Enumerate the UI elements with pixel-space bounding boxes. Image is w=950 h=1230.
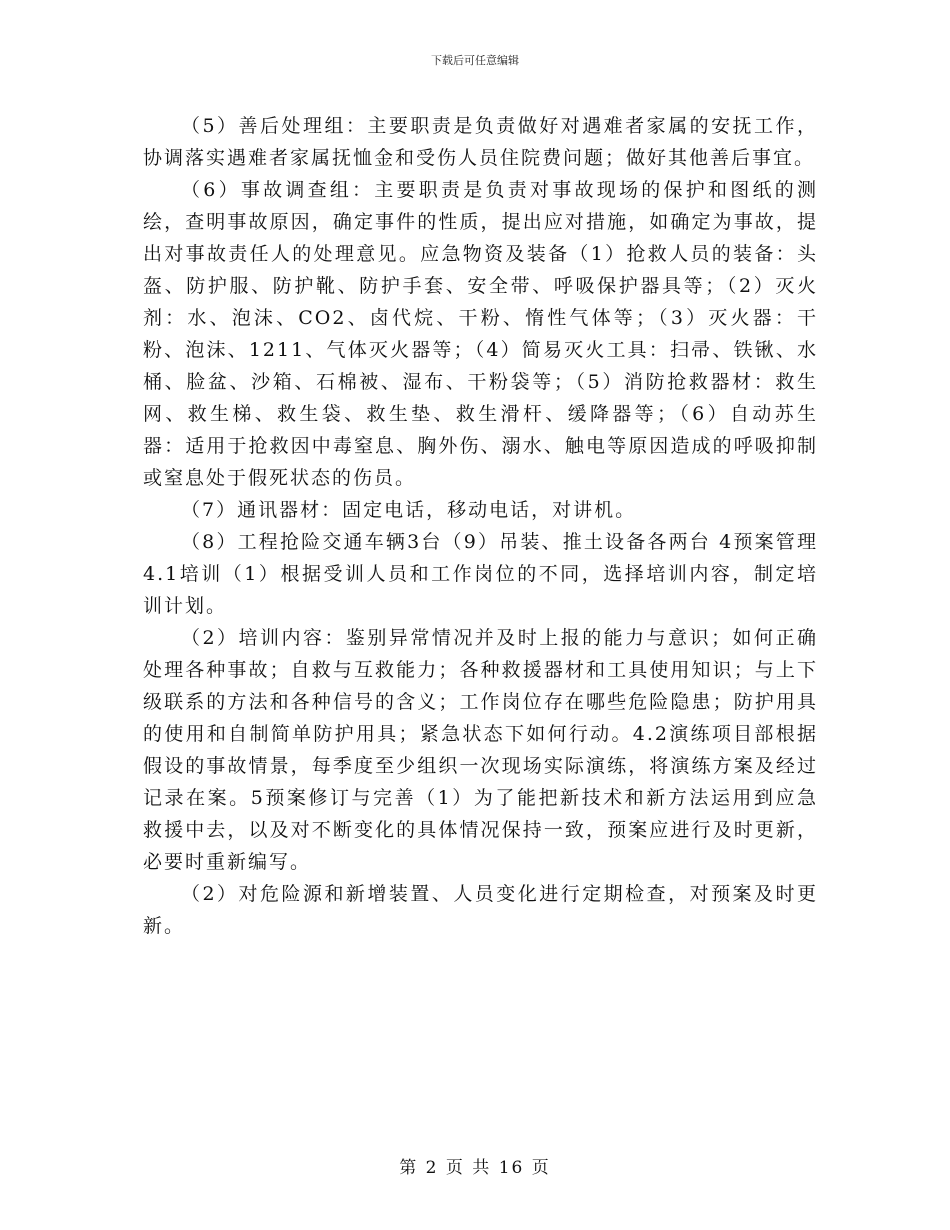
document-body — [143, 110, 818, 942]
paragraph-aftermath-group: （5）善后处理组：主要职责是负责做好对遇难者家属的安抚工作，协调落实遇难者家属抚恤金和受伤人员住院费问题；做好其他善后事宜。 — [143, 115, 818, 169]
page-header-note: 下载后可任意编辑 — [431, 54, 519, 67]
paragraph-periodic-inspection: （2）对危险源和新增装置、人员变化进行定期检查，对预案及时更新。 — [143, 883, 818, 937]
paragraph-investigation-group: （6）事故调查组：主要职责是负责对事故现场的保护和图纸的测绘，查明事故原因，确定事件的性质，提出应对措施，如确定为事故，提出对事故责任人的处理意见。应急物资及装备（1）抢救人员的装备：头盔、防护服、防护靴、防护手套、安全带、呼吸保护器具等；（2）灭火剂：水、泡沫、CO2、卤代烷、干粉、惰性气体等；（3）灭火器：干粉、泡沫、1211、气体灭火器等；（4）简易灭火工具：扫帚、铁锹、水桶、脸盆、沙箱、石棉被、湿布、干粉袋等；（5）消防抢救器材：救生网、救生梯、救生袋、救生垫、救生滑杆、缓降器等；（6）自动苏生器：适用于抢救因中毒窒息、胸外伤、溺水、触电等原因造成的呼吸抑制或窒息处于假死状态的伤员。 — [143, 179, 818, 489]
paragraph-vehicles-and-training: （8）工程抢险交通车辆3台（9）吊装、推土设备各两台 4预案管理4.1培训（1）根据受训人员和工作岗位的不同，选择培训内容，制定培训计划。 — [143, 531, 818, 617]
paragraph-communication-equipment: （7）通讯器材：固定电话，移动电话，对讲机。 — [181, 499, 637, 521]
page-number: 第 2 页 共 16 页 — [399, 1158, 551, 1178]
paragraph-training-content: （2）培训内容：鉴别异常情况并及时上报的能力与意识；如何正确处理各种事故；自救与互救能力；各种救援器材和工具使用知识；与上下级联系的方法和各种信号的含义；工作岗位存在哪些危险隐患；防护用具的使用和自制简单防护用具；紧急状态下如何行动。4.2演练项目部根据假设的事故情景，每季度至少组织一次现场实际演练，将演练方案及经过记录在案。5预案修订与完善（1）为了能把新技术和新方法运用到应急救援中去，以及对不断变化的具体情况保持一致，预案应进行及时更新，必要时重新编写。 — [143, 627, 818, 873]
